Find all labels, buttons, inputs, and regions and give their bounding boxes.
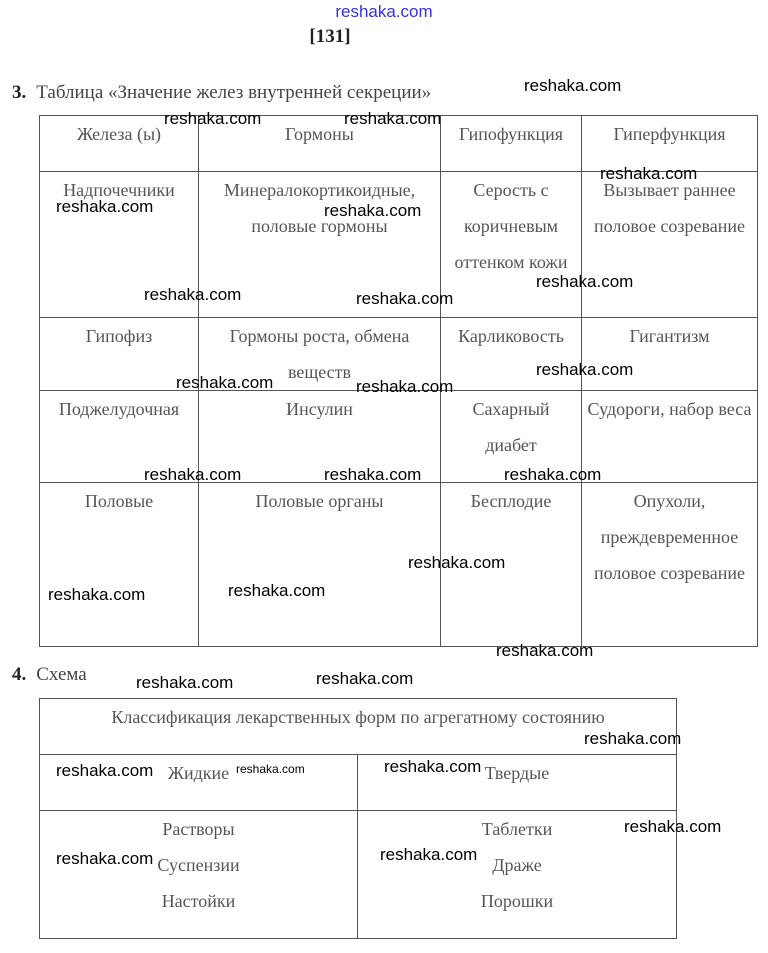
table-cell: Сахарный диабет	[441, 391, 582, 483]
list-item: Настойки	[161, 891, 236, 911]
site-header[interactable]: reshaka.com	[335, 2, 433, 21]
table-cell: Надпочечники	[40, 172, 199, 318]
scheme-header-solid: Твердые	[358, 755, 677, 811]
table-cell: Половые	[40, 483, 199, 647]
scheme-header-liquid: Жидкие	[40, 755, 358, 811]
watermark: reshaka.com	[316, 669, 414, 688]
section-3-number: 3.	[12, 82, 27, 103]
watermark: reshaka.com	[504, 465, 602, 484]
scheme-table	[39, 698, 677, 939]
header-cell-gland: Железа (ы)	[40, 116, 199, 172]
header-cell-hyperfunction: Гиперфункция	[582, 116, 758, 172]
table-cell: Карликовость	[441, 318, 582, 391]
watermark: reshaka.com	[236, 762, 305, 776]
table-cell: Половые органы	[199, 483, 441, 647]
table-cell: Опухоли, преждевременное половое созревание	[582, 483, 758, 647]
header-cell-hormones: Гормоны	[199, 116, 441, 172]
watermark: reshaka.com	[408, 553, 506, 572]
section-3-title: Таблица «Значение желез внутренней секреции»	[36, 82, 432, 103]
watermark: reshaka.com	[584, 729, 682, 748]
table-cell: Серость с коричневым оттенком кожи	[441, 172, 582, 318]
table-cell: Судороги, набор веса	[582, 391, 758, 483]
section-4-title: Схема	[36, 664, 87, 685]
watermark: reshaka.com	[144, 465, 242, 484]
table-cell: Поджелудочная	[40, 391, 199, 483]
scheme-liquid-list	[40, 811, 358, 939]
watermark: reshaka.com	[48, 585, 146, 604]
watermark: reshaka.com	[228, 581, 326, 600]
watermark: reshaka.com	[56, 761, 154, 780]
watermark: reshaka.com	[536, 272, 634, 291]
list-item: Растворы	[162, 819, 235, 839]
scheme-title: Классификация лекарственных форм по агрегатному состоянию	[40, 699, 677, 755]
table-cell: Гормоны роста, обмена веществ	[199, 318, 441, 391]
watermark: reshaka.com	[324, 201, 422, 220]
watermark: reshaka.com	[624, 817, 722, 836]
table-cell: Минералокортикоидные, половые гормоны	[199, 172, 441, 318]
watermark: reshaka.com	[384, 757, 482, 776]
watermark: reshaka.com	[176, 373, 274, 392]
list-item: Драже	[492, 855, 542, 875]
watermark: reshaka.com	[524, 76, 622, 95]
page-number: [131]	[309, 26, 351, 47]
watermark: reshaka.com	[600, 164, 698, 183]
table-cell: Инсулин	[199, 391, 441, 483]
watermark: reshaka.com	[164, 109, 262, 128]
watermark: reshaka.com	[144, 285, 242, 304]
section-4-heading	[12, 664, 87, 686]
watermark: reshaka.com	[56, 849, 154, 868]
watermark: reshaka.com	[496, 641, 594, 660]
watermark: reshaka.com	[136, 673, 234, 692]
list-item: Таблетки	[481, 819, 553, 839]
list-item: Порошки	[480, 891, 554, 911]
table-cell: Гигантизм	[582, 318, 758, 391]
table-cell: Гипофиз	[40, 318, 199, 391]
watermark: reshaka.com	[380, 845, 478, 864]
table-cell: Вызывает раннее половое созревание	[582, 172, 758, 318]
watermark: reshaka.com	[324, 465, 422, 484]
header-cell-hypofunction: Гипофункция	[441, 116, 582, 172]
watermark: reshaka.com	[356, 289, 454, 308]
section-3-heading	[12, 82, 431, 104]
list-item: Суспензии	[157, 855, 240, 875]
watermark: reshaka.com	[356, 377, 454, 396]
section-4-number: 4.	[12, 664, 27, 685]
table-cell: Бесплодие	[441, 483, 582, 647]
watermark: reshaka.com	[56, 197, 154, 216]
watermark: reshaka.com	[536, 360, 634, 379]
watermark: reshaka.com	[344, 109, 442, 128]
table-row	[40, 483, 758, 647]
